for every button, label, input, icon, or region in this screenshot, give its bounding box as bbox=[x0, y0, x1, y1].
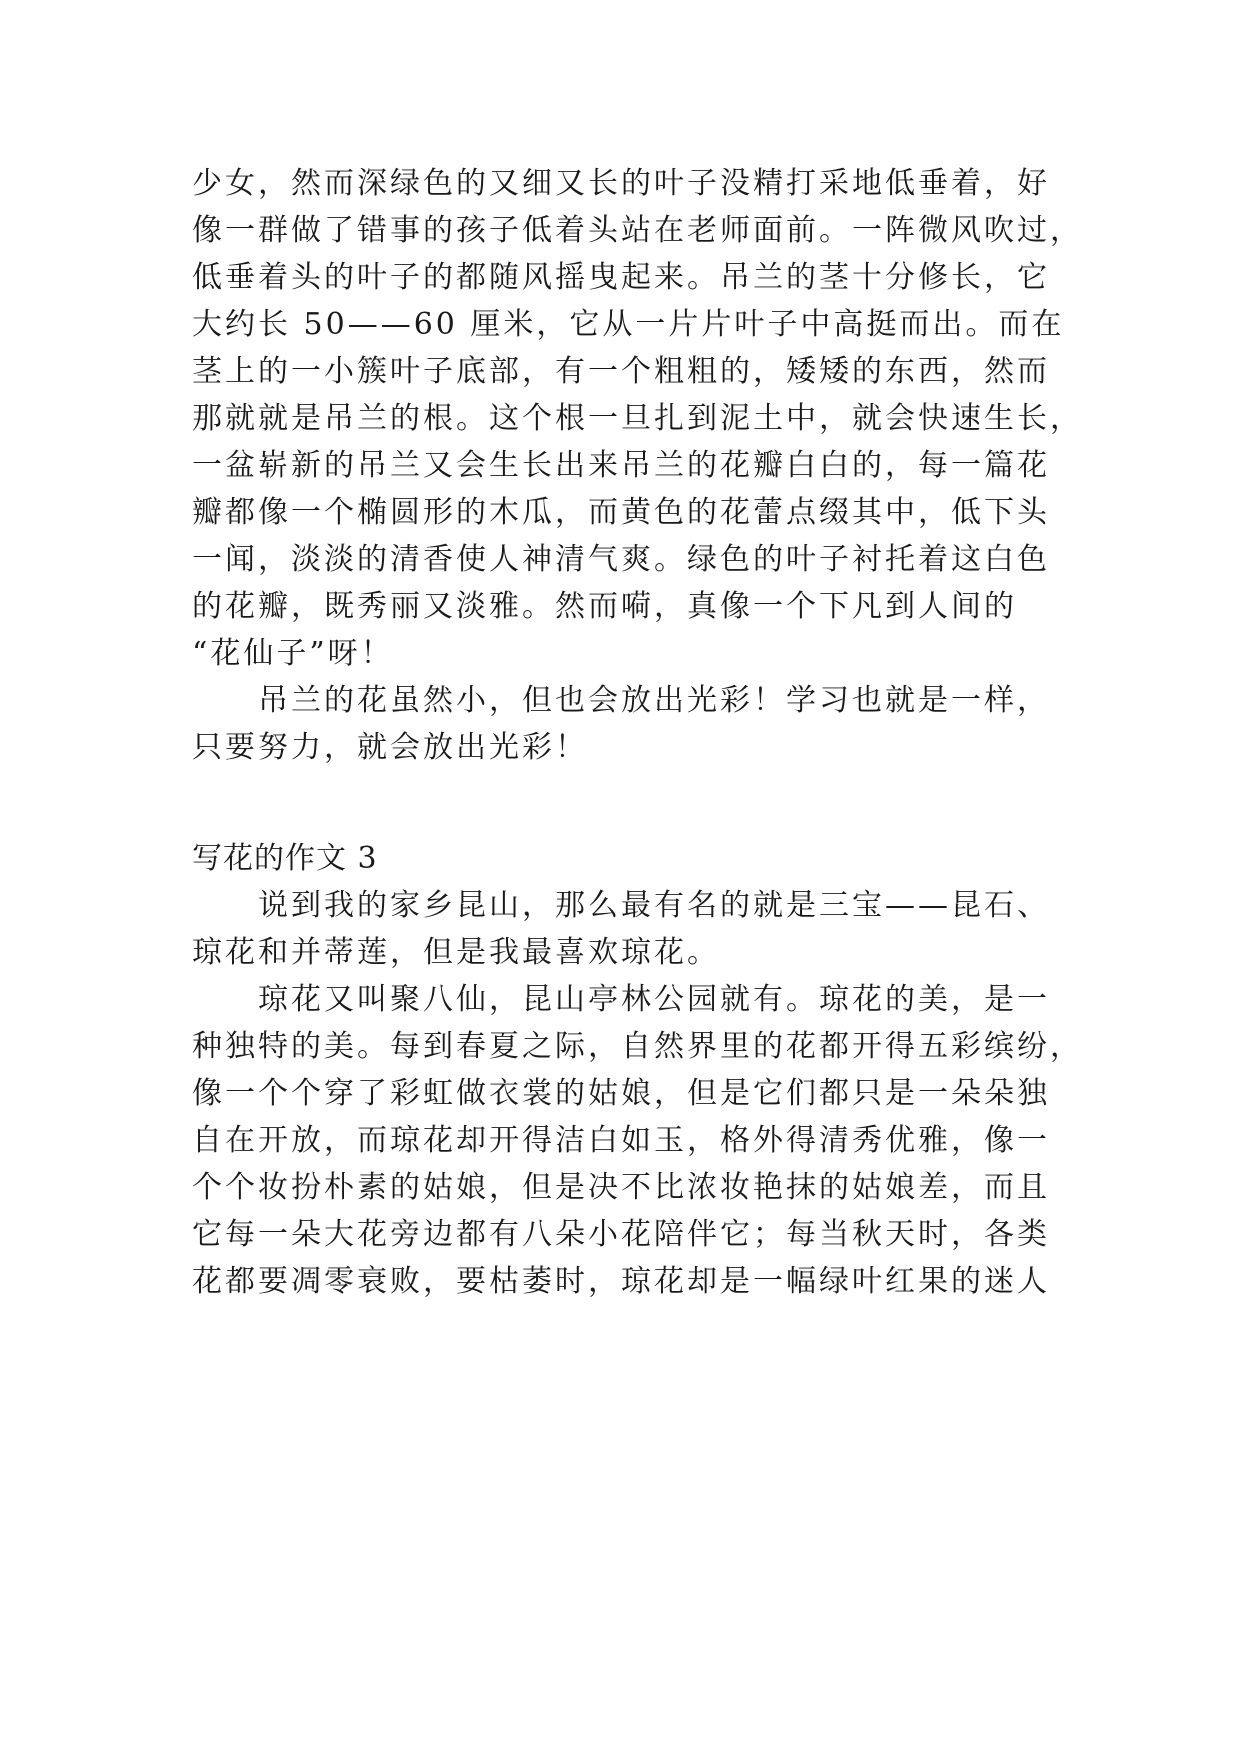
text-line: 像一群做了错事的孩子低着头站在老师面前。一阵微风吹过， bbox=[192, 213, 1083, 248]
text-line: 像一个个穿了彩虹做衣裳的姑娘，但是它们都只是一朵朵独 bbox=[192, 1076, 1050, 1111]
text-line: 一盆崭新的吊兰又会生长出来吊兰的花瓣白白的，每一篇花 bbox=[192, 448, 1050, 483]
essay2-closing-paragraph bbox=[192, 677, 1072, 771]
text-line: 它每一朵大花旁边都有八朵小花陪伴它；每当秋天时，各类 bbox=[192, 1217, 1050, 1252]
essay3-title: 写花的作文 3 bbox=[192, 841, 378, 876]
essay3-paragraph-2 bbox=[192, 976, 1083, 1305]
text-line: 的花瓣，既秀丽又淡雅。然而嗬，真像一个下凡到人间的 bbox=[192, 589, 1017, 624]
text-line: 自在开放，而琼花却开得洁白如玉，格外得清秀优雅，像一 bbox=[192, 1123, 1050, 1158]
text-line: 瓣都像一个椭圆形的木瓜，而黄色的花蕾点缀其中，低下头 bbox=[192, 495, 1050, 530]
text-line: 吊兰的花虽然小，但也会放出光彩！学习也就是一样， bbox=[258, 683, 1050, 718]
text-line: 花都要凋零衰败，要枯萎时，琼花却是一幅绿叶红果的迷人 bbox=[192, 1264, 1050, 1299]
text-line: 说到我的家乡昆山，那么最有名的就是三宝——昆石、 bbox=[258, 888, 1050, 923]
text-line: 低垂着头的叶子的都随风摇曳起来。吊兰的茎十分修长，它 bbox=[192, 260, 1050, 295]
text-line: 少女，然而深绿色的又细又长的叶子没精打采地低垂着，好 bbox=[192, 166, 1050, 201]
text-line: 琼花又叫聚八仙，昆山亭林公园就有。琼花的美，是一 bbox=[258, 982, 1050, 1017]
text-line: 种独特的美。每到春夏之际，自然界里的花都开得五彩缤纷， bbox=[192, 1029, 1083, 1064]
text-line: 只要努力，就会放出光彩！ bbox=[192, 730, 588, 765]
text-line: 大约长 50——60 厘米，它从一片片叶子中高挺而出。而在 bbox=[192, 307, 1065, 342]
text-line: 茎上的一小簇叶子底部，有一个粗粗的，矮矮的东西，然而 bbox=[192, 354, 1050, 389]
text-line: 琼花和并蒂莲，但是我最喜欢琼花。 bbox=[192, 935, 720, 970]
essay2-paragraph-continued bbox=[192, 160, 1083, 677]
text-line: 个个妆扮朴素的姑娘，但是决不比浓妆艳抹的姑娘差，而且 bbox=[192, 1170, 1050, 1205]
text-line: 一闻，淡淡的清香使人神清气爽。绿色的叶子衬托着这白色 bbox=[192, 542, 1050, 577]
essay3-paragraph-1 bbox=[192, 882, 1072, 976]
document-body bbox=[192, 160, 1083, 1305]
section-spacer bbox=[192, 771, 1072, 835]
text-line: 那就就是吊兰的根。这个根一旦扎到泥土中，就会快速生长， bbox=[192, 401, 1083, 436]
text-line: “花仙子”呀！ bbox=[192, 636, 394, 671]
